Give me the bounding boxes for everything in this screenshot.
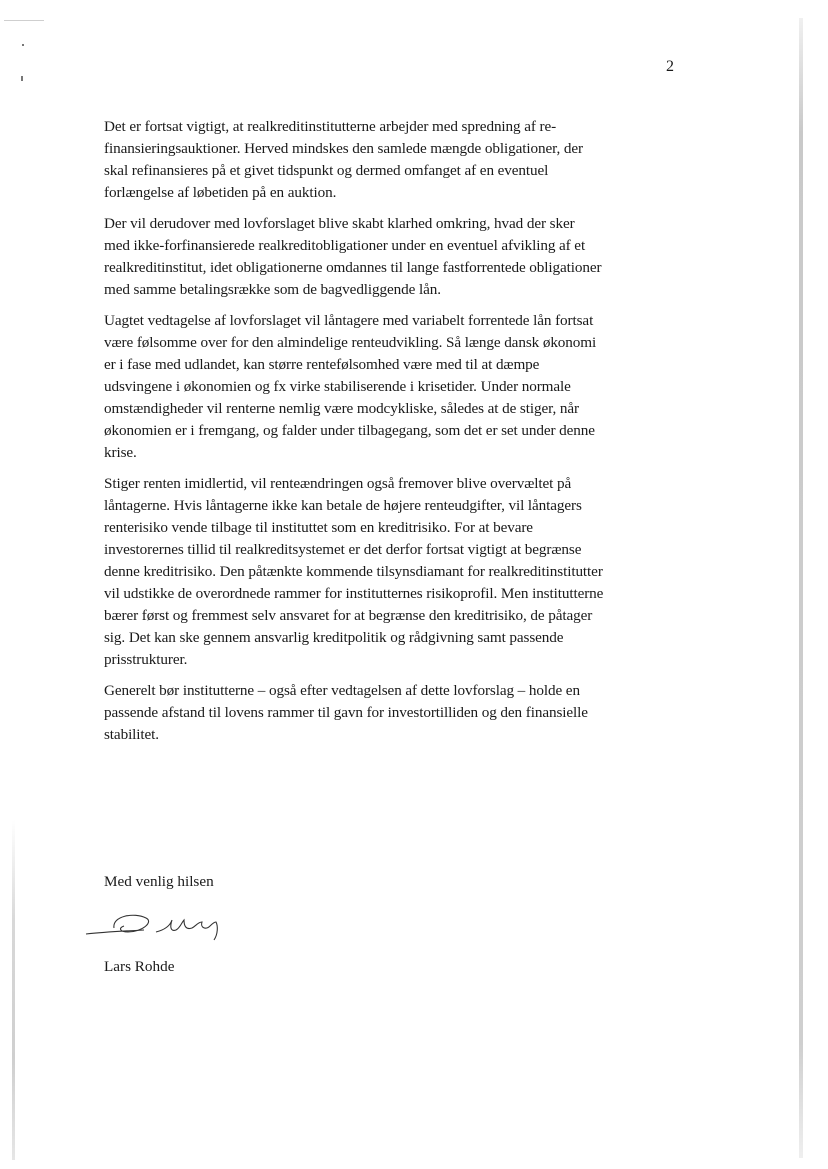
scan-speck [21, 76, 23, 81]
scan-edge-left [12, 820, 15, 1160]
paragraph-financial-stability: Generelt bør institutterne – også efter vedtagelsen af dette lovforslag – holde en passende afstand til lovens rammer til gavn for investortilliden og den finansielle stabilitet. [104, 682, 588, 743]
scan-artifact-top-rule [4, 20, 44, 21]
letter-body [104, 116, 604, 755]
paragraph-interest-sensitivity: Uagtet vedtagelse af lovforslaget vil låntagere med variabelt forrentede lån fortsat være følsomme over for den almindelige renteudvikling. Så længe dansk økonomi er i fase med udlandet, kan større rentefølsomhed være med til at dæmpe udsvingene i økonomien og fx virke stabiliserende i krisetider. Under normale omstændigheder vil renterne nemlig være modcykliske, således at de stiger, når økonomien er i fremgang, og falder under tilbagegang, som det er set under denne krise. [104, 312, 597, 461]
signer-name: Lars Rohde [104, 958, 175, 975]
paragraph-spreading-auctions: Det er fortsat vigtigt, at realkreditinstitutterne arbejder med spredning af refinansieringsauktioner. Herved mindskes den samlede mængde obligationer, der skal refinansieres på et givet tidspunkt og dermed omfanget af en eventuel forlængelse af løbetiden på en auktion. [104, 118, 583, 201]
closing-salutation: Med venlig hilsen [104, 873, 214, 890]
page-number: 2 [666, 58, 674, 75]
handwritten-signature [84, 904, 234, 944]
scan-speck [22, 44, 24, 46]
scan-edge-right [799, 18, 803, 1158]
paragraph-non-prefinanced-bonds: Der vil derudover med lovforslaget blive skabt klarhed omkring, hvad der sker med ikke-forfinansierede realkreditobligationer under en eventuel afvikling af et realkreditinstitut, idet obligationerne omdannes til lange fastforrentede obligationer med samme betalingsrække som de bagvedliggende lån. [104, 215, 602, 298]
paragraph-credit-risk: Stiger renten imidlertid, vil renteændringen også fremover blive overvæltet på låntagerne. Hvis låntagerne ikke kan betale de højere renteudgifter, vil låntagers renterisiko vende tilbage til instituttet som en kreditrisiko. For at bevare investorernes tillid til realkreditsystemet er det derfor fortsat vigtigt at begrænse denne kreditrisiko. Den påtænkte kommende tilsynsdiamant for realkreditinstitutter vil udstikke de overordnede rammer for institutternes risikoprofil. Men institutterne bærer først og fremmest selv ansvaret for at begrænse den kreditrisiko, de påtager sig. Det kan ske gennem ansvarlig kreditpolitik og rådgivning samt passende prisstrukturer. [104, 475, 604, 668]
